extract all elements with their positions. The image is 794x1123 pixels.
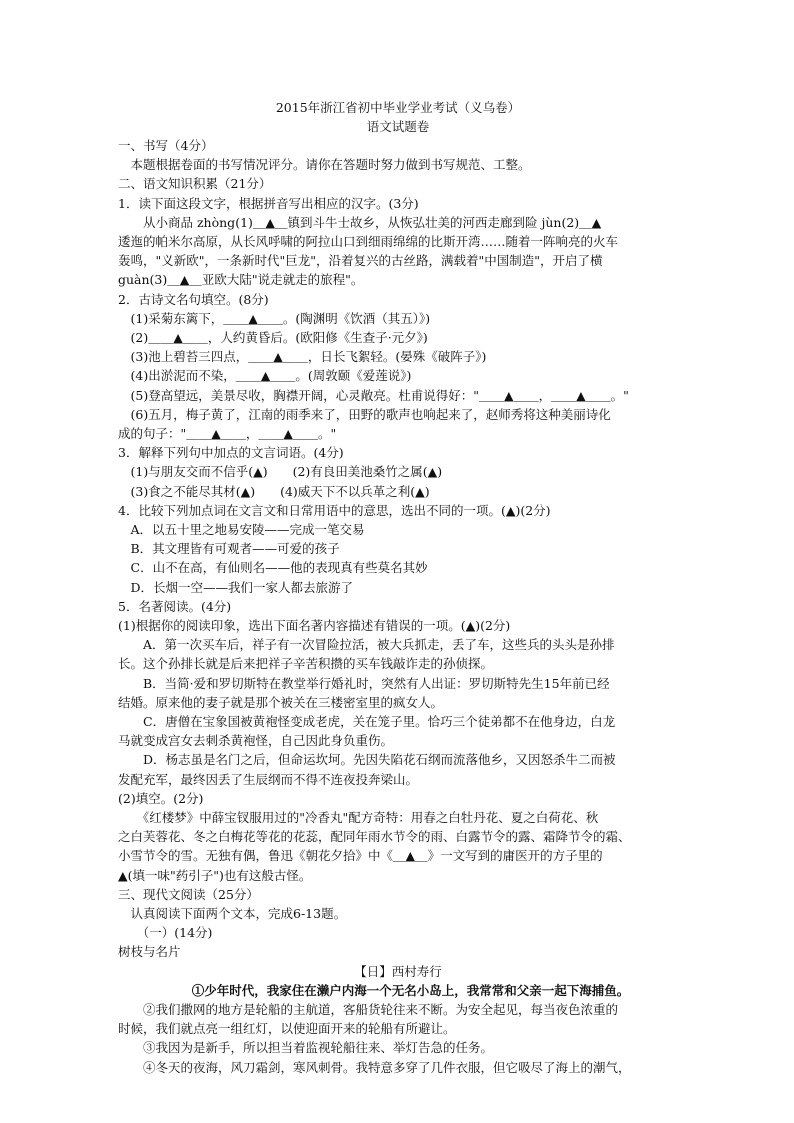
text-line: D．长烟一空——我们一家人都去旅游了	[118, 579, 354, 595]
text-line: C．唐僧在宝象国被黄袍怪变成老虎，关在笼子里。恰巧三个徒弟都不在他身边，白龙	[118, 714, 616, 729]
text-line: D．杨志虽是名门之后，但命运坎坷。先因失陷花石纲而流落他乡，又因怒杀牛二而被	[118, 752, 616, 768]
text-line: C．山不在高，有仙则名——他的表现真有些莫名其妙	[118, 560, 428, 576]
text-line: 二、语文知识积累（21分）	[118, 176, 272, 192]
text-line: (1)与朋友交而不信乎(▲) (2)有良田美池桑竹之属(▲)	[118, 464, 443, 480]
text-line: (3)池上碧苔三四点，＿＿▲＿＿，日长飞絮轻。(晏殊《破阵子》)	[118, 349, 487, 365]
text-line: (6)五月，梅子黄了，江南的雨季来了，田野的歌声也响起来了，赵师秀将这种美丽诗化	[118, 406, 611, 422]
text-line: ▲(填一味"药引子")也有这般古怪。	[118, 867, 312, 883]
text-line: 一、书写（4分）	[118, 138, 214, 153]
text-line: A．以五十里之地易安陵——完成一笔交易	[118, 522, 365, 537]
text-line: 从小商品 zhòng(1)＿▲＿镇到斗牛士故乡，从恢弘壮美的河西走廊到险 jùn(2)＿▲	[118, 214, 602, 230]
text-line: 轰鸣，"义新欧"，一条新时代"巨龙"，沿着复兴的古丝路，满载着"中国制造"，开启了横	[118, 253, 603, 269]
text-line: 马就变成宫女去刺杀黄袍怪，自己因此身负重伤。	[118, 733, 394, 749]
text-line: 2．古诗文名句填空。(8分)	[118, 291, 269, 307]
text-line: 之白芙蓉花、冬之白梅花等花的花蕊，配同年雨水节令的雨、白露节令的露、霜降节令的霜、	[118, 829, 631, 845]
text-line: ②我们撒网的地方是轮船的主航道，客船货轮往来不断。为安全起见，每当夜色浓重的	[118, 1002, 619, 1017]
text-line: ①少年时代，我家住在濑户内海一个无名小岛上，我常常和父亲一起下海捕鱼。	[166, 982, 630, 998]
text-line: 认真阅读下面两个文本，完成6-13题。	[118, 906, 347, 921]
page-subtitle: 语文试题卷	[366, 119, 430, 134]
text-line: guàn(3)＿▲＿亚欧大陆"说走就走的旅程"。	[118, 272, 364, 288]
text-line: (4)出淤泥而不染，＿＿▲＿＿。(周敦颐《爱莲说》)	[118, 368, 412, 384]
text-line: 发配充军，最终因丢了生辰纲而不得不连夜投奔梁山。	[118, 771, 419, 787]
text-line: (5)登高望远，美景尽收，胸襟开阔，心灵敞亮。杜甫说得好："＿＿▲＿＿，＿＿▲＿＿。"	[118, 387, 629, 403]
text-line: 3．解释下列句中加点的文言词语。(4分)	[118, 445, 344, 461]
text-line: ④冬天的夜海，风刀霜剑，寒风刺骨。我特意多穿了几件衣服，但它吸尽了海上的潮气，	[118, 1059, 631, 1075]
text-line: (1)根据你的阅读印象，选出下面名著内容描述有错误的一项。(▲)(2分)	[118, 618, 511, 633]
text-line: 【日】西村寿行	[354, 963, 442, 979]
text-line: 长。这个孙排长就是后来把祥子辛苦积攒的买车钱敲诈走的孙侦探。	[118, 656, 494, 672]
text-line: （一）(14分)	[118, 925, 213, 941]
text-line: (2)填空。(2分)	[118, 790, 204, 806]
text-line: 成的句子："＿＿▲＿＿，＿＿▲＿＿。"	[118, 426, 337, 441]
text-line: 小雪节令的雪。无独有偶，鲁迅《朝花夕拾》中《＿▲＿》一文写到的庸医开的方子里的	[118, 848, 603, 864]
text-line: 时候，我们就点亮一组红灯，以使迎面开来的轮船有所避让。	[118, 1021, 456, 1037]
text-line: (2)＿＿▲＿＿，人约黄昏后。(欧阳修《生查子·元夕》)	[118, 330, 428, 345]
text-line: 结婚。原来他的妻子就是那个被关在三楼密室里的疯女人。	[118, 694, 444, 710]
page-title: 2015年浙江省初中毕业学业考试（义乌卷）	[275, 100, 521, 115]
text-line: 逶迤的帕米尔高原，从长风呼啸的阿拉山口到细雨绵绵的比斯开湾……随着一阵响亮的火车	[118, 234, 619, 249]
text-line: A．第一次买车后，祥子有一次冒险拉活，被大兵抓走，丢了车，这些兵的头头是孙排	[118, 637, 615, 653]
text-line: (1)采菊东篱下，＿＿▲＿＿。(陶渊明《饮酒（其五）》)	[118, 310, 431, 326]
text-line: 树枝与名片	[118, 944, 181, 960]
text-line: 5．名著阅读。(4分)	[118, 598, 232, 614]
text-line: 《红楼梦》中薛宝钗服用过的"冷香丸"配方奇特：用春之白牡丹花、夏之白荷花、秋	[118, 810, 599, 825]
text-line: ③我因为是新手，所以担当着监视轮船往来、举灯告急的任务。	[118, 1040, 494, 1056]
text-line: 三、现代文阅读（25分）	[118, 886, 259, 902]
text-line: 4．比较下列加点词在文言文和日常用语中的意思，选出不同的一项。(▲)(2分)	[118, 502, 551, 518]
text-line: B．当简·爱和罗切斯特在教堂举行婚礼时，突然有人出证：罗切斯特先生15年前已经	[118, 675, 610, 691]
text-line: 本题根据卷面的书写情况评分。请你在答题时努力做到书写规范、工整。	[118, 157, 531, 173]
text-line: B．其文理皆有可观者——可爱的孩子	[118, 541, 340, 557]
text-line: (3)食之不能尽其材(▲) (4)威天下不以兵革之利(▲)	[118, 483, 430, 499]
text-line: 1．读下面这段文字，根据拼音写出相应的汉字。(3分)	[118, 195, 419, 211]
